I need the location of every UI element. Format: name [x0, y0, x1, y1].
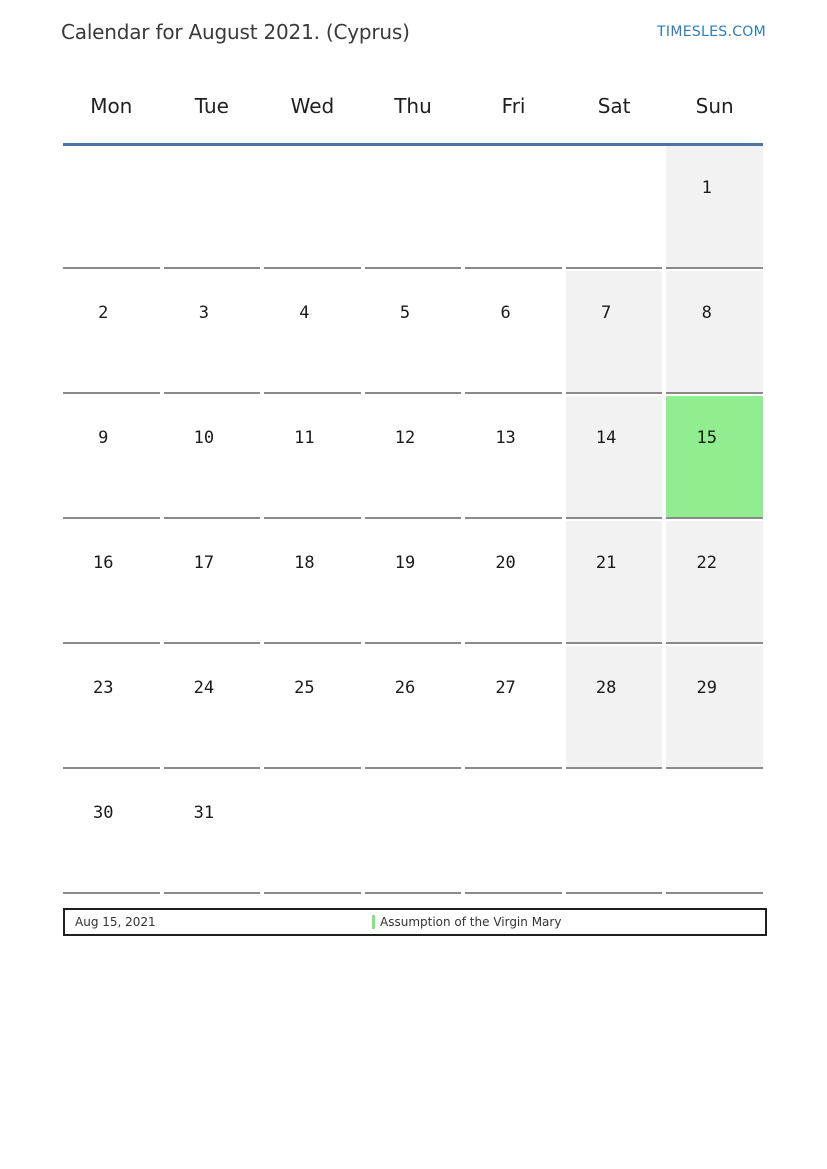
day-number: 19	[394, 553, 416, 573]
day-cell-empty	[164, 146, 261, 269]
day-cell-empty	[264, 146, 361, 269]
day-header-sun: Sun	[695, 94, 734, 118]
day-cell-28	[566, 646, 663, 769]
day-number: 28	[595, 678, 617, 698]
calendar-grid	[63, 146, 763, 894]
day-cell-13	[465, 396, 562, 519]
day-cell-2	[63, 271, 160, 394]
day-number: 18	[294, 553, 315, 573]
legend-date: Aug 15, 2021	[75, 915, 156, 929]
day-number: 25	[294, 678, 315, 698]
day-header-mon: Mon	[90, 94, 133, 118]
day-cell-27	[465, 646, 562, 769]
day-cell-15	[666, 396, 763, 519]
day-cell-empty	[264, 771, 361, 894]
day-number: 15	[696, 428, 717, 448]
day-cell-22	[666, 521, 763, 644]
day-number: 21	[595, 553, 617, 573]
legend-event-label: Assumption of the Virgin Mary	[380, 915, 562, 929]
day-cell-empty	[63, 146, 160, 269]
day-cell-4	[264, 271, 361, 394]
day-number: 26	[394, 678, 416, 698]
day-cell-25	[264, 646, 361, 769]
day-header-sat: Sat	[597, 94, 631, 118]
day-cell-10	[164, 396, 261, 519]
day-cell-19	[365, 521, 462, 644]
day-cell-empty	[465, 146, 562, 269]
day-number: 27	[495, 678, 516, 698]
day-number: 20	[495, 553, 516, 573]
day-cell-16	[63, 521, 160, 644]
day-header-wed: Wed	[290, 94, 335, 118]
day-number: 17	[193, 553, 215, 573]
day-number: 23	[93, 678, 114, 698]
day-cell-30	[63, 771, 160, 894]
day-cell-24	[164, 646, 261, 769]
day-number: 3	[198, 303, 209, 323]
day-cell-empty	[666, 771, 763, 894]
day-cell-3	[164, 271, 261, 394]
day-cell-26	[365, 646, 462, 769]
day-number: 1	[701, 178, 712, 198]
day-cell-31	[164, 771, 261, 894]
day-cell-8	[666, 271, 763, 394]
day-number: 30	[93, 803, 114, 823]
day-cell-empty	[365, 146, 462, 269]
day-cell-empty	[566, 771, 663, 894]
day-cell-17	[164, 521, 261, 644]
day-header-thu: Thu	[394, 94, 432, 118]
day-number: 22	[696, 553, 717, 573]
day-number: 29	[696, 678, 717, 698]
day-header-tue: Tue	[194, 94, 229, 118]
legend-box	[63, 908, 767, 936]
day-cell-6	[465, 271, 562, 394]
day-number: 13	[495, 428, 516, 448]
day-cell-20	[465, 521, 562, 644]
calendar	[63, 75, 763, 894]
day-number: 2	[98, 303, 109, 323]
day-cell-12	[365, 396, 462, 519]
day-cell-7	[566, 271, 663, 394]
day-number: 4	[299, 303, 310, 323]
day-cell-21	[566, 521, 663, 644]
day-cell-empty	[465, 771, 562, 894]
day-number: 6	[500, 303, 511, 323]
brand-link[interactable]: TIMESLES.COM	[657, 24, 766, 40]
day-cell-1	[666, 146, 763, 269]
day-number: 8	[701, 303, 712, 323]
day-number: 31	[193, 803, 215, 823]
day-cell-23	[63, 646, 160, 769]
day-cell-18	[264, 521, 361, 644]
day-number: 16	[93, 553, 114, 573]
day-cell-14	[566, 396, 663, 519]
day-header-fri: Fri	[501, 94, 526, 118]
day-number: 10	[193, 428, 215, 448]
day-cell-9	[63, 396, 160, 519]
day-number: 11	[294, 428, 315, 448]
day-number: 5	[399, 303, 411, 323]
day-cell-empty	[566, 146, 663, 269]
day-number: 24	[193, 678, 215, 698]
day-header-row	[63, 75, 763, 143]
day-cell-empty	[365, 771, 462, 894]
day-cell-5	[365, 271, 462, 394]
day-cell-29	[666, 646, 763, 769]
day-number: 9	[98, 428, 109, 448]
day-cell-11	[264, 396, 361, 519]
holiday-marker-icon	[372, 915, 375, 929]
day-number: 14	[595, 428, 617, 448]
day-number: 12	[394, 428, 416, 448]
day-number: 7	[601, 303, 612, 323]
page-title: Calendar for August 2021. (Cyprus)	[61, 20, 410, 44]
page-header	[61, 20, 766, 44]
legend-event	[372, 910, 561, 934]
